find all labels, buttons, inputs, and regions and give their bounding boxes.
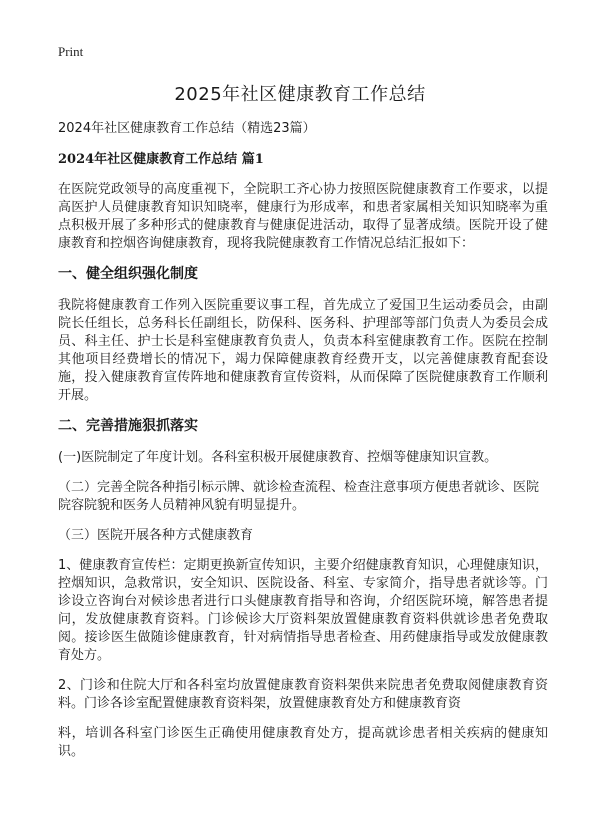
section-title: 2024年社区健康教育工作总结 篇1: [58, 152, 264, 167]
bulletin-paragraph: 1、健康教育宣传栏：定期更换新宣传知识，主要介绍健康教育知识，心理健康知识，控烟知识，急救常识，安全知识、医院设备、科室、专家简介，指导患者就诊等。门诊设立咨询台对候诊患者进行口头健康教育指导和咨询，介绍医院环境，解答患者提问，发放健康教育资料。门诊候诊大厅资料架放置健康教育资料供就诊患者免费取阅。接诊医生做随诊健康教育，针对病情指导患者检查、用药健康指导或发放健康教育处方。: [58, 558, 548, 663]
document-subtitle: 2024年社区健康教育工作总结（精选23篇）: [58, 121, 316, 136]
print-link[interactable]: Print: [58, 44, 84, 59]
heading-measures: 二、完善措施狠抓落实: [58, 418, 198, 434]
measure-item-1: (一)医院制定了年度计划。各科室积极开展健康教育、控烟等健康知识宣教。: [58, 450, 498, 465]
document-body: [58, 120, 548, 773]
intro-paragraph: 在医院党政领导的高度重视下，全院职工齐心协力按照医院健康教育工作要求，以提高医护人员健康教育知识知晓率，健康行为形成率，和患者家属相关知识知晓率为重点积极开展了多种形式的健康教育与健康促进活动，取得了显著成绩。医院开设了健康教育和控烟咨询健康教育，现将我院健康教育工作情况总结汇报如下：: [58, 182, 548, 251]
heading-organization: 一、健全组织强化制度: [58, 266, 198, 282]
materials-paragraph: 2、门诊和住院大厅和各科室均放置健康教育资料架供来院患者免费取阅健康教育资料。门诊各诊室配置健康教育资料架，放置健康教育处方和健康教育资: [58, 678, 548, 711]
measure-item-2: （二）完善全院各种指引标示牌、就诊检查流程、检查注意事项方便患者就诊、医院院容院貌和医务人员精神风貌有明显提升。: [58, 480, 540, 513]
page-title: 2025年社区健康教育工作总结: [174, 84, 426, 105]
measure-item-3: （三）医院开展各种方式健康教育: [58, 528, 254, 543]
training-paragraph: 料，培训各科室门诊医生正确使用健康教育处方，提高就诊患者相关疾病的健康知识。: [58, 726, 548, 759]
organization-paragraph: 我院将健康教育工作列入医院重要议事工程，首先成立了爱国卫生运动委员会，由副院长任组长，总务科长任副组长，防保科、医务科、护理部等部门负责人为委员会成员、科主任、护士长是科室健康教育负责人，负责本科室健康教育工作。医院在控制其他项目经费增长的情况下，竭力保障健康教育经费开支，以完善健康教育配套设施，投入健康教育宣传阵地和健康教育宣传资料，从而保障了医院健康教育工作顺利开展。: [58, 298, 548, 403]
